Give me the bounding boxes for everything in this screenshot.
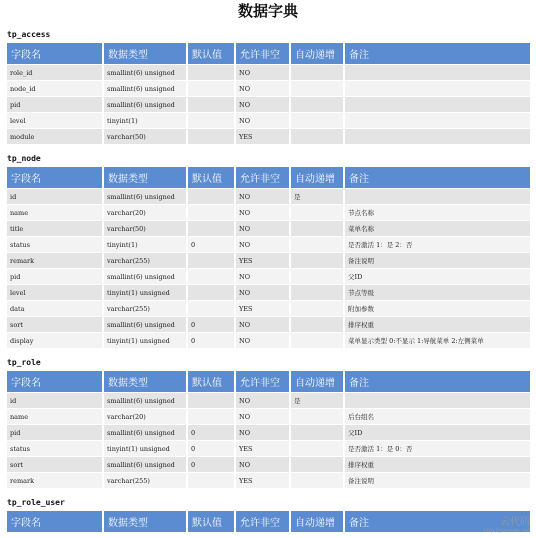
column-header: 默认值 <box>188 371 236 392</box>
table-cell: status <box>7 440 104 456</box>
table-cell: title <box>7 220 104 236</box>
table-cell: remark <box>7 472 104 488</box>
table-cell: id <box>7 188 104 204</box>
table-cell: smallint(6) unsigned <box>104 96 188 112</box>
table-row <box>7 456 530 472</box>
table-cell: NO <box>236 64 291 80</box>
table-cell: NO <box>236 236 291 252</box>
column-header: 字段名 <box>7 371 104 392</box>
table-cell: NO <box>236 424 291 440</box>
table-cell <box>188 268 236 284</box>
table-row <box>7 316 530 332</box>
column-header: 默认值 <box>188 511 236 532</box>
table-cell: 0 <box>188 332 236 348</box>
table-name: tp_access <box>7 30 51 39</box>
table-cell <box>291 128 345 144</box>
table-cell <box>291 440 345 456</box>
table-header-row <box>7 511 530 532</box>
table-cell: name <box>7 204 104 220</box>
column-header: 自动递增 <box>291 43 345 64</box>
table-cell <box>291 80 345 96</box>
table-cell: 父ID <box>345 424 530 440</box>
table-cell <box>188 204 236 220</box>
table-cell: pid <box>7 268 104 284</box>
table-cell: 节点等级 <box>345 284 530 300</box>
table-cell: pid <box>7 424 104 440</box>
column-header: 允许非空 <box>236 167 291 188</box>
table-name: tp_role <box>7 358 41 367</box>
table-cell: 菜单名称 <box>345 220 530 236</box>
page-title: 数据字典 <box>237 2 298 20</box>
table-header-row <box>7 43 530 64</box>
table-cell <box>188 188 236 204</box>
table-cell: 是否激活 1：是 0：否 <box>345 440 530 456</box>
table-cell <box>188 252 236 268</box>
table-cell: NO <box>236 408 291 424</box>
table-cell: name <box>7 408 104 424</box>
table-cell: NO <box>236 268 291 284</box>
table-cell: 是否激活 1：是 2：否 <box>345 236 530 252</box>
column-header: 数据类型 <box>104 511 188 532</box>
column-header: 备注 <box>345 371 530 392</box>
table-cell: 是 <box>291 188 345 204</box>
table-section-tp-role <box>7 357 530 488</box>
table-cell: 备注说明 <box>345 252 530 268</box>
table-cell: varchar(255) <box>104 472 188 488</box>
table-cell: 菜单显示类型 0:不显示 1:导航菜单 2:左侧菜单 <box>345 332 530 348</box>
table-cell: smallint(6) unsigned <box>104 188 188 204</box>
table-row <box>7 332 530 348</box>
table-cell: NO <box>236 392 291 408</box>
table-cell: 备注说明 <box>345 472 530 488</box>
table-row <box>7 472 530 488</box>
table-row <box>7 188 530 204</box>
table-cell <box>188 300 236 316</box>
table-row <box>7 112 530 128</box>
table-cell: 0 <box>188 236 236 252</box>
table-cell: YES <box>236 128 291 144</box>
table-cell <box>345 128 530 144</box>
table-section-tp-role-user <box>7 497 530 532</box>
table-cell <box>291 456 345 472</box>
table-cell <box>291 204 345 220</box>
table-cell: sort <box>7 456 104 472</box>
table-cell: tinyint(1) unsigned <box>104 440 188 456</box>
table-cell <box>188 112 236 128</box>
table-cell <box>291 472 345 488</box>
table-cell: smallint(6) unsigned <box>104 456 188 472</box>
column-header: 字段名 <box>7 167 104 188</box>
table-header-row <box>7 371 530 392</box>
watermark-title: 云代码 <box>500 517 530 528</box>
table-cell: NO <box>236 188 291 204</box>
table-cell <box>188 128 236 144</box>
table-cell <box>291 332 345 348</box>
table-cell: pid <box>7 96 104 112</box>
table-cell: NO <box>236 112 291 128</box>
table-cell <box>345 188 530 204</box>
column-header: 数据类型 <box>104 371 188 392</box>
table-cell <box>291 408 345 424</box>
column-header: 允许非空 <box>236 371 291 392</box>
table-cell: node_id <box>7 80 104 96</box>
tables-container <box>0 29 536 532</box>
table-cell: data <box>7 300 104 316</box>
column-header: 允许非空 <box>236 43 291 64</box>
table-cell: varchar(50) <box>104 220 188 236</box>
table-cell: 后台组名 <box>345 408 530 424</box>
column-header: 自动递增 <box>291 371 345 392</box>
table-cell <box>188 80 236 96</box>
table-row <box>7 80 530 96</box>
table-row <box>7 392 530 408</box>
table-cell <box>291 96 345 112</box>
table-cell: 0 <box>188 316 236 332</box>
column-header: 字段名 <box>7 43 104 64</box>
table-cell: smallint(6) unsigned <box>104 80 188 96</box>
table-cell: tinyint(1) <box>104 112 188 128</box>
table-cell <box>188 284 236 300</box>
table-cell: role_id <box>7 64 104 80</box>
table-cell <box>291 252 345 268</box>
table-cell: smallint(6) unsigned <box>104 424 188 440</box>
table-section-tp-access <box>7 29 530 144</box>
table-cell <box>291 268 345 284</box>
table-cell: 0 <box>188 456 236 472</box>
table-name: tp_node <box>7 154 41 163</box>
table-cell: NO <box>236 316 291 332</box>
table-cell <box>345 80 530 96</box>
table-row <box>7 96 530 112</box>
table-cell: smallint(6) unsigned <box>104 64 188 80</box>
column-header: 自动递增 <box>291 167 345 188</box>
table-cell: 节点名称 <box>345 204 530 220</box>
table-cell <box>345 64 530 80</box>
table-row <box>7 204 530 220</box>
table-cell <box>291 316 345 332</box>
table-cell: tinyint(1) unsigned <box>104 284 188 300</box>
column-header: 备注 <box>345 167 530 188</box>
table-cell: YES <box>236 472 291 488</box>
table-cell: 是 <box>291 392 345 408</box>
table-cell <box>345 392 530 408</box>
table-cell <box>188 392 236 408</box>
table-cell <box>188 64 236 80</box>
table-cell <box>291 424 345 440</box>
table-cell <box>345 112 530 128</box>
table-cell: varchar(255) <box>104 252 188 268</box>
data-table <box>7 43 530 144</box>
table-cell: smallint(6) unsigned <box>104 316 188 332</box>
column-header: 备注 <box>345 511 530 532</box>
table-cell: status <box>7 236 104 252</box>
table-cell: varchar(50) <box>104 128 188 144</box>
table-cell: level <box>7 112 104 128</box>
table-row <box>7 252 530 268</box>
table-row <box>7 220 530 236</box>
table-cell <box>188 408 236 424</box>
table-header-row <box>7 167 530 188</box>
table-cell: tinyint(1) <box>104 236 188 252</box>
table-cell: sort <box>7 316 104 332</box>
watermark-url: http://yuncode.net <box>483 528 530 534</box>
table-cell: YES <box>236 300 291 316</box>
table-cell: level <box>7 284 104 300</box>
column-header: 备注 <box>345 43 530 64</box>
table-cell: remark <box>7 252 104 268</box>
table-cell: tinyint(1) unsigned <box>104 332 188 348</box>
data-table <box>7 167 530 348</box>
table-cell: display <box>7 332 104 348</box>
table-row <box>7 424 530 440</box>
table-section-tp-node <box>7 153 530 348</box>
column-header: 数据类型 <box>104 43 188 64</box>
table-cell: module <box>7 128 104 144</box>
table-cell <box>291 64 345 80</box>
table-row <box>7 284 530 300</box>
table-cell: 附加参数 <box>345 300 530 316</box>
table-row <box>7 64 530 80</box>
table-cell: varchar(20) <box>104 204 188 220</box>
table-cell: NO <box>236 332 291 348</box>
table-cell: NO <box>236 220 291 236</box>
table-cell <box>291 236 345 252</box>
table-cell: smallint(6) unsigned <box>104 392 188 408</box>
table-row <box>7 408 530 424</box>
table-row <box>7 268 530 284</box>
table-cell <box>291 300 345 316</box>
table-cell: varchar(20) <box>104 408 188 424</box>
table-cell: smallint(6) unsigned <box>104 268 188 284</box>
table-cell: NO <box>236 284 291 300</box>
table-cell: 排序权重 <box>345 456 530 472</box>
table-row <box>7 300 530 316</box>
table-cell: YES <box>236 252 291 268</box>
column-header: 默认值 <box>188 43 236 64</box>
column-header: 数据类型 <box>104 167 188 188</box>
table-name: tp_role_user <box>7 498 65 507</box>
table-row <box>7 440 530 456</box>
column-header: 默认值 <box>188 167 236 188</box>
table-cell: NO <box>236 204 291 220</box>
table-cell: 排序权重 <box>345 316 530 332</box>
table-cell: 0 <box>188 424 236 440</box>
table-row <box>7 128 530 144</box>
table-cell <box>188 472 236 488</box>
table-cell: NO <box>236 456 291 472</box>
table-cell <box>188 220 236 236</box>
table-cell: 0 <box>188 440 236 456</box>
table-cell <box>291 220 345 236</box>
data-table <box>7 371 530 488</box>
column-header: 自动递增 <box>291 511 345 532</box>
watermark <box>484 517 530 534</box>
table-cell <box>291 112 345 128</box>
column-header: 允许非空 <box>236 511 291 532</box>
table-cell <box>188 96 236 112</box>
table-cell: YES <box>236 440 291 456</box>
table-cell <box>345 96 530 112</box>
table-cell: NO <box>236 96 291 112</box>
table-row <box>7 236 530 252</box>
table-cell: 父ID <box>345 268 530 284</box>
table-cell: varchar(255) <box>104 300 188 316</box>
data-table <box>7 511 530 532</box>
table-cell <box>291 284 345 300</box>
column-header: 字段名 <box>7 511 104 532</box>
table-cell: id <box>7 392 104 408</box>
table-cell: NO <box>236 80 291 96</box>
